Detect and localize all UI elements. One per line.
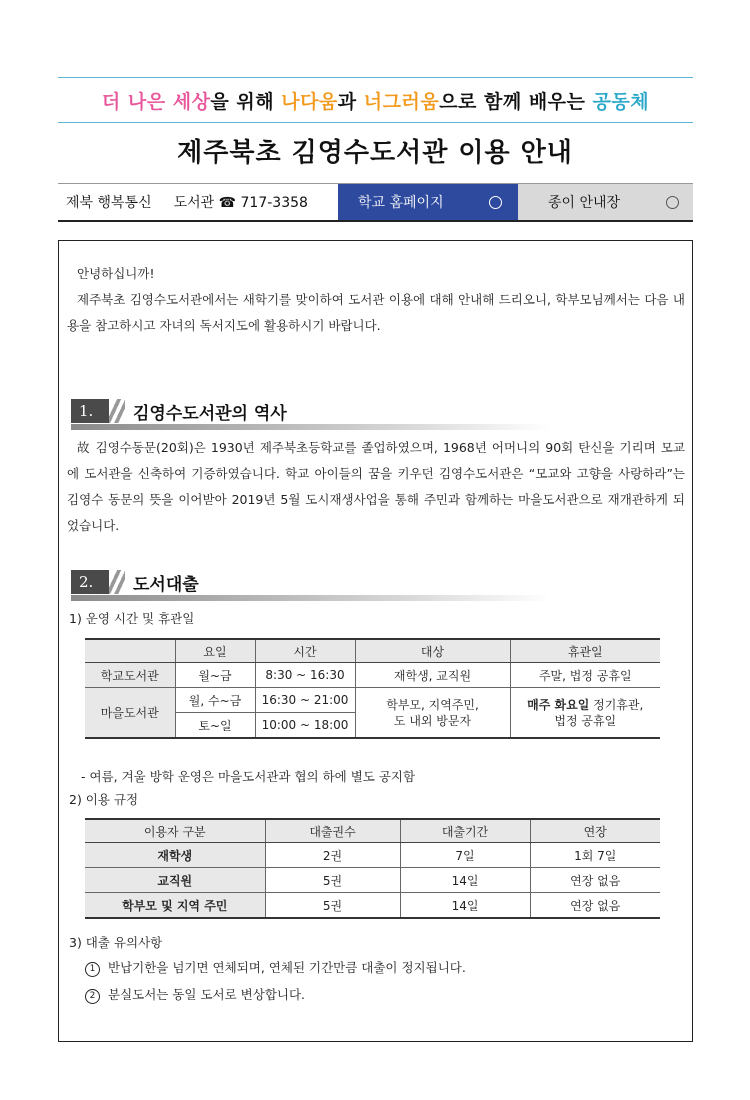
greeting: 안녕하십니까! bbox=[77, 266, 155, 281]
section-underline bbox=[71, 595, 551, 601]
table-header: 요일 bbox=[175, 639, 255, 663]
subheading-rules: 2) 이용 규정 bbox=[69, 792, 139, 807]
info-left bbox=[58, 184, 338, 220]
table-cell: 8:30 ~ 16:30 bbox=[255, 663, 355, 688]
table-header: 대출권수 bbox=[265, 819, 400, 843]
history-paragraph: 故 김영수동문(20회)은 1930년 제주북초등학교를 졸업하였으며, 1968년 어머니의 90회 탄신을 기리며 모교에 도서관을 신축하여 기증하였습니다. 학교 아이들의 꿈을 키우던 김영수도서관은 “모교와 고향을 사랑하라”는 김영수 동문의 뜻을 이어받아 2019년 5월 도시재생사업을 통해 주민과 함께하는 마을도서관으로 재개관하게 되었습니다. bbox=[67, 440, 685, 533]
slash-decoration-icon bbox=[109, 570, 125, 594]
slogan-banner bbox=[58, 77, 693, 123]
table-cell: 16:30 ~ 21:00 bbox=[255, 688, 355, 713]
table-row bbox=[85, 663, 660, 688]
content-frame bbox=[58, 240, 693, 1042]
table-cell: 14일 bbox=[400, 868, 530, 893]
table-cell: 재학생 bbox=[85, 843, 265, 868]
table-header: 대출기간 bbox=[400, 819, 530, 843]
section-number: 2. bbox=[71, 570, 109, 594]
table-header bbox=[85, 639, 175, 663]
table-cell: 토~일 bbox=[175, 713, 255, 739]
closed-line: 법정 공휴일 bbox=[554, 713, 617, 728]
section-title: 도서대출 bbox=[133, 574, 199, 595]
homepage-label: 학교 홈페이지 bbox=[358, 195, 444, 211]
table-cell-target bbox=[355, 688, 510, 739]
slogan-part: 을 위해 bbox=[210, 90, 282, 113]
caution-item bbox=[85, 985, 305, 1004]
closed-line: 정기휴관, bbox=[589, 697, 644, 712]
table-cell: 월, 수~금 bbox=[175, 688, 255, 713]
table-cell: 2권 bbox=[265, 843, 400, 868]
table-cell: 14일 bbox=[400, 893, 530, 919]
page-title: 제주북초 김영수도서관 이용 안내 bbox=[177, 138, 573, 168]
table-cell: 1회 7일 bbox=[530, 843, 660, 868]
library-phone: 도서관 ☎ 717-3358 bbox=[173, 195, 308, 211]
table-row bbox=[85, 868, 660, 893]
circled-number-icon: 2 bbox=[85, 989, 100, 1004]
table-cell: 7일 bbox=[400, 843, 530, 868]
table-cell: 주말, 법정 공휴일 bbox=[510, 663, 660, 688]
table-cell: 월~금 bbox=[175, 663, 255, 688]
target-line: 학부모, 지역주민, bbox=[386, 697, 479, 712]
slash-decoration-icon bbox=[109, 399, 125, 423]
section-heading-loan bbox=[71, 569, 551, 595]
slogan-part: 공동체 bbox=[592, 90, 650, 113]
section-title: 김영수도서관의 역사 bbox=[133, 403, 287, 424]
info-bar bbox=[58, 183, 693, 222]
table-cell: 마을도서관 bbox=[85, 688, 175, 739]
table-header: 휴관일 bbox=[510, 639, 660, 663]
circled-number-icon: 1 bbox=[85, 962, 100, 977]
subheading-cautions: 3) 대출 유의사항 bbox=[69, 935, 163, 950]
slogan-part: 나다움 bbox=[281, 90, 338, 113]
hours-table bbox=[85, 638, 660, 739]
table-cell: 교직원 bbox=[85, 868, 265, 893]
paper-notice-label: 종이 안내장 bbox=[548, 195, 621, 211]
table-cell-closed bbox=[510, 688, 660, 739]
caution-text: 반납기한을 넘기면 연체되며, 연체된 기간만큼 대출이 정지됩니다. bbox=[108, 960, 466, 975]
table-cell: 5권 bbox=[265, 893, 400, 919]
radio-circle-icon[interactable] bbox=[666, 196, 679, 209]
caution-text: 분실도서는 동일 도서로 변상합니다. bbox=[108, 987, 306, 1002]
table-cell: 5권 bbox=[265, 868, 400, 893]
slogan-part: 과 bbox=[337, 90, 364, 113]
section-underline bbox=[71, 424, 551, 430]
table-cell: 재학생, 교직원 bbox=[355, 663, 510, 688]
subheading-hours: 1) 운영 시간 및 휴관일 bbox=[69, 611, 195, 626]
slogan-part: 더 나은 세상 bbox=[101, 90, 211, 113]
slogan-part: 으로 함께 배우는 bbox=[439, 90, 593, 113]
section-number: 1. bbox=[71, 399, 109, 423]
intro-paragraph: 제주북초 김영수도서관에서는 새학기를 맞이하여 도서관 이용에 대해 안내해 드리오니, 학부모님께서는 다음 내용을 참고하시고 자녀의 독서지도에 활용하시기 바랍니다. bbox=[67, 292, 685, 333]
closed-day-emphasis: 매주 화요일 bbox=[527, 697, 590, 712]
table-cell: 연장 없음 bbox=[530, 893, 660, 919]
slogan-part: 너그러움 bbox=[363, 90, 440, 113]
table-cell: 연장 없음 bbox=[530, 868, 660, 893]
rules-table bbox=[85, 818, 660, 919]
table-row bbox=[85, 688, 660, 713]
table-row bbox=[85, 893, 660, 919]
table-header: 시간 bbox=[255, 639, 355, 663]
table-cell: 10:00 ~ 18:00 bbox=[255, 713, 355, 739]
table-cell: 학부모 및 지역 주민 bbox=[85, 893, 265, 919]
vacation-note: - 여름, 겨울 방학 운영은 마을도서관과 협의 하에 별도 공지함 bbox=[81, 769, 416, 784]
target-line: 도 내외 방문자 bbox=[393, 713, 472, 728]
paper-notice-option[interactable] bbox=[518, 184, 693, 220]
newsletter-label: 제북 행복통신 bbox=[66, 195, 152, 211]
table-cell: 학교도서관 bbox=[85, 663, 175, 688]
caution-item bbox=[85, 958, 466, 977]
table-row bbox=[85, 843, 660, 868]
homepage-option[interactable] bbox=[338, 184, 518, 220]
table-header: 이용자 구분 bbox=[85, 819, 265, 843]
section-heading-history bbox=[71, 398, 551, 424]
table-header: 연장 bbox=[530, 819, 660, 843]
radio-circle-icon[interactable] bbox=[489, 196, 502, 209]
table-header: 대상 bbox=[355, 639, 510, 663]
